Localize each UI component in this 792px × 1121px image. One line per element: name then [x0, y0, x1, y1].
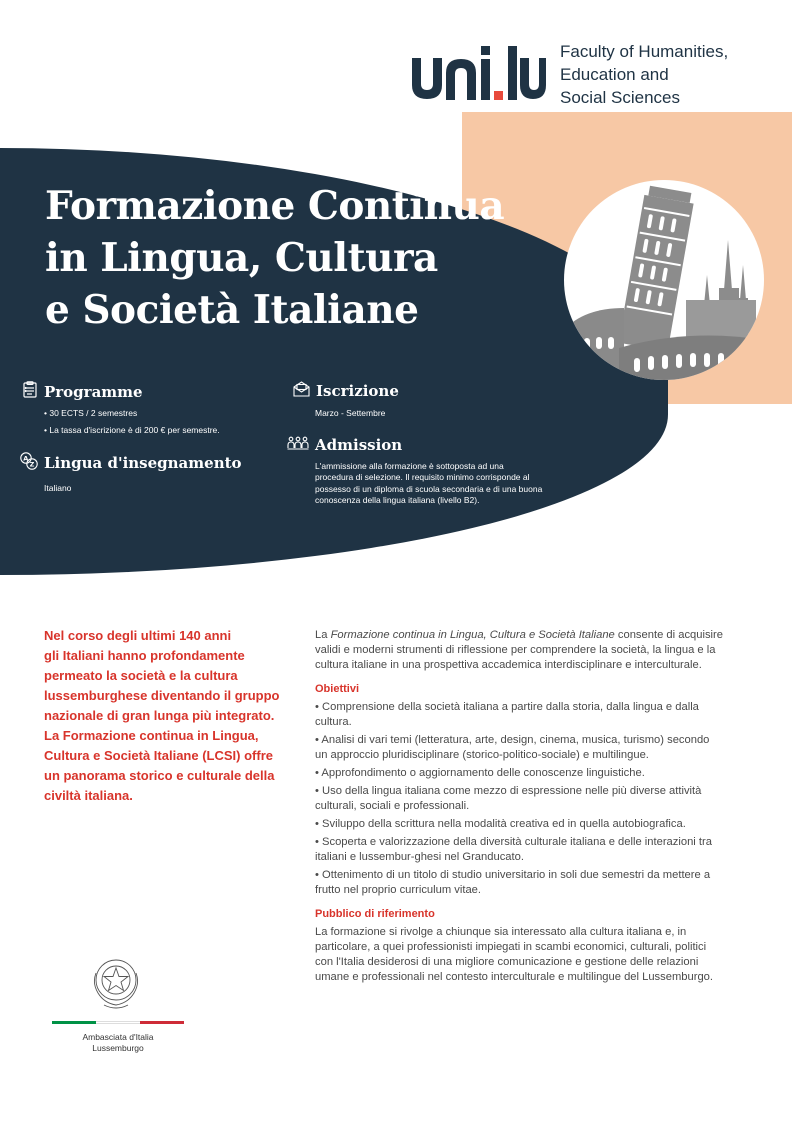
flag-red	[140, 1021, 184, 1024]
objectives-heading: Obiettivi	[315, 683, 360, 695]
admission-line: procedura di selezione. Il requisito minimo corrisponde al	[315, 472, 530, 483]
programme-section	[22, 381, 220, 439]
page-title: Formazione Continua in Lingua, Cultura e Società Italiane	[45, 183, 505, 333]
uni-lu-logo[interactable]	[410, 42, 546, 104]
flag-green	[52, 1021, 96, 1024]
italian-republic-emblem-icon	[90, 953, 142, 1011]
italy-landmarks-illustration	[564, 180, 764, 380]
people-group-icon	[287, 436, 309, 454]
admission-heading: Admission	[315, 436, 403, 454]
italian-flag-line	[52, 1021, 184, 1024]
envelope-icon	[293, 381, 310, 401]
enrolment-section	[293, 381, 399, 419]
language-section	[20, 452, 242, 494]
language-heading: Lingua d'insegnamento	[44, 454, 242, 472]
programme-item: • La tassa d'iscrizione è di 200 € per semestre.	[44, 425, 220, 435]
document-list-icon	[22, 381, 38, 402]
programme-item: • 30 ECTS / 2 semestres	[44, 408, 138, 418]
flag-white	[96, 1021, 140, 1024]
description-column	[315, 628, 755, 985]
embassy-name: Ambasciata d'Italia Lussemburgo	[82, 1032, 154, 1053]
list-item: • Approfondimento o aggiornamento delle conoscenze linguistiche.	[315, 767, 645, 779]
list-item: • Sviluppo della scrittura nella modalità creativa ed in quella autobiografica.	[315, 818, 686, 830]
svg-text:Z: Z	[29, 460, 35, 469]
audience-paragraph: La formazione si rivolge a chiunque sia interessato alla cultura italiana e, in particolare, a quei professionisti impiegati in scambi economici, culturali, politici con l'Italia desiderosi di una migliore comunicazione e gestione delle relazioni umane e professionali nel contesto interculturale e multilingue del Lussemburgo.	[315, 926, 714, 983]
audience-heading: Pubblico di riferimento	[315, 908, 435, 920]
language-value: Italiano	[44, 483, 72, 493]
admission-line: L'ammissione alla formazione è sottoposta ad una	[315, 461, 504, 471]
faculty-name: Faculty of Humanities, Education and Social Sciences	[560, 42, 729, 107]
list-item: • Scoperta e valorizzazione della diversità culturale italiana e delle interazioni tra italiani e lussembur-ghesi nel Granducato.	[315, 836, 712, 863]
admission-line: conoscenza della lingua italiana (livello B2).	[315, 494, 480, 505]
svg-text:A: A	[23, 454, 29, 463]
list-item: • Analisi di vari temi (letteratura, arte, design, cinema, musica, turismo) secondo un approccio pluridisciplinare (storico-politico-sociale) e multilingue.	[315, 734, 710, 761]
translate-icon	[20, 452, 38, 474]
enrolment-heading: Iscrizione	[316, 382, 399, 400]
admission-section	[287, 436, 542, 506]
objectives-list	[315, 700, 755, 898]
programme-heading: Programme	[44, 382, 143, 401]
list-item: • Comprensione della società italiana a partire dalla storia, dalla lingua e dalla cultura.	[315, 701, 699, 728]
admission-line: possesso di un diploma di scuola secondaria e di una buona	[315, 483, 543, 494]
intro-paragraph: Nel corso degli ultimi 140 anni gli Italiani hanno profondamente permeato la società e la cultura lussemburghese diventando il gruppo nazionale di gran lunga più integrato. La Formazione continua in Lingua, Cultura e Società Italiane (LCSI) offre un panorama storico e culturale della civiltà italiana.	[44, 628, 280, 803]
list-item: • Uso della lingua italiana come mezzo di espressione nelle più diverse attività culturali, sociali e professionali.	[315, 785, 702, 812]
lead-paragraph: La Formazione continua in Lingua, Cultura e Società Italiane consente di acquisire validi e moderni strumenti di riflessione per comprendere la società, la lingua e la cultura italiane in una prospettiva accademica interdisciplinare e interculturale.	[315, 629, 723, 671]
list-item: • Ottenimento di un titolo di studio universitario in soli due semestri da mettere a frutto nel proprio curriculum vitae.	[315, 869, 711, 896]
enrolment-period: Marzo - Settembre	[315, 408, 386, 418]
